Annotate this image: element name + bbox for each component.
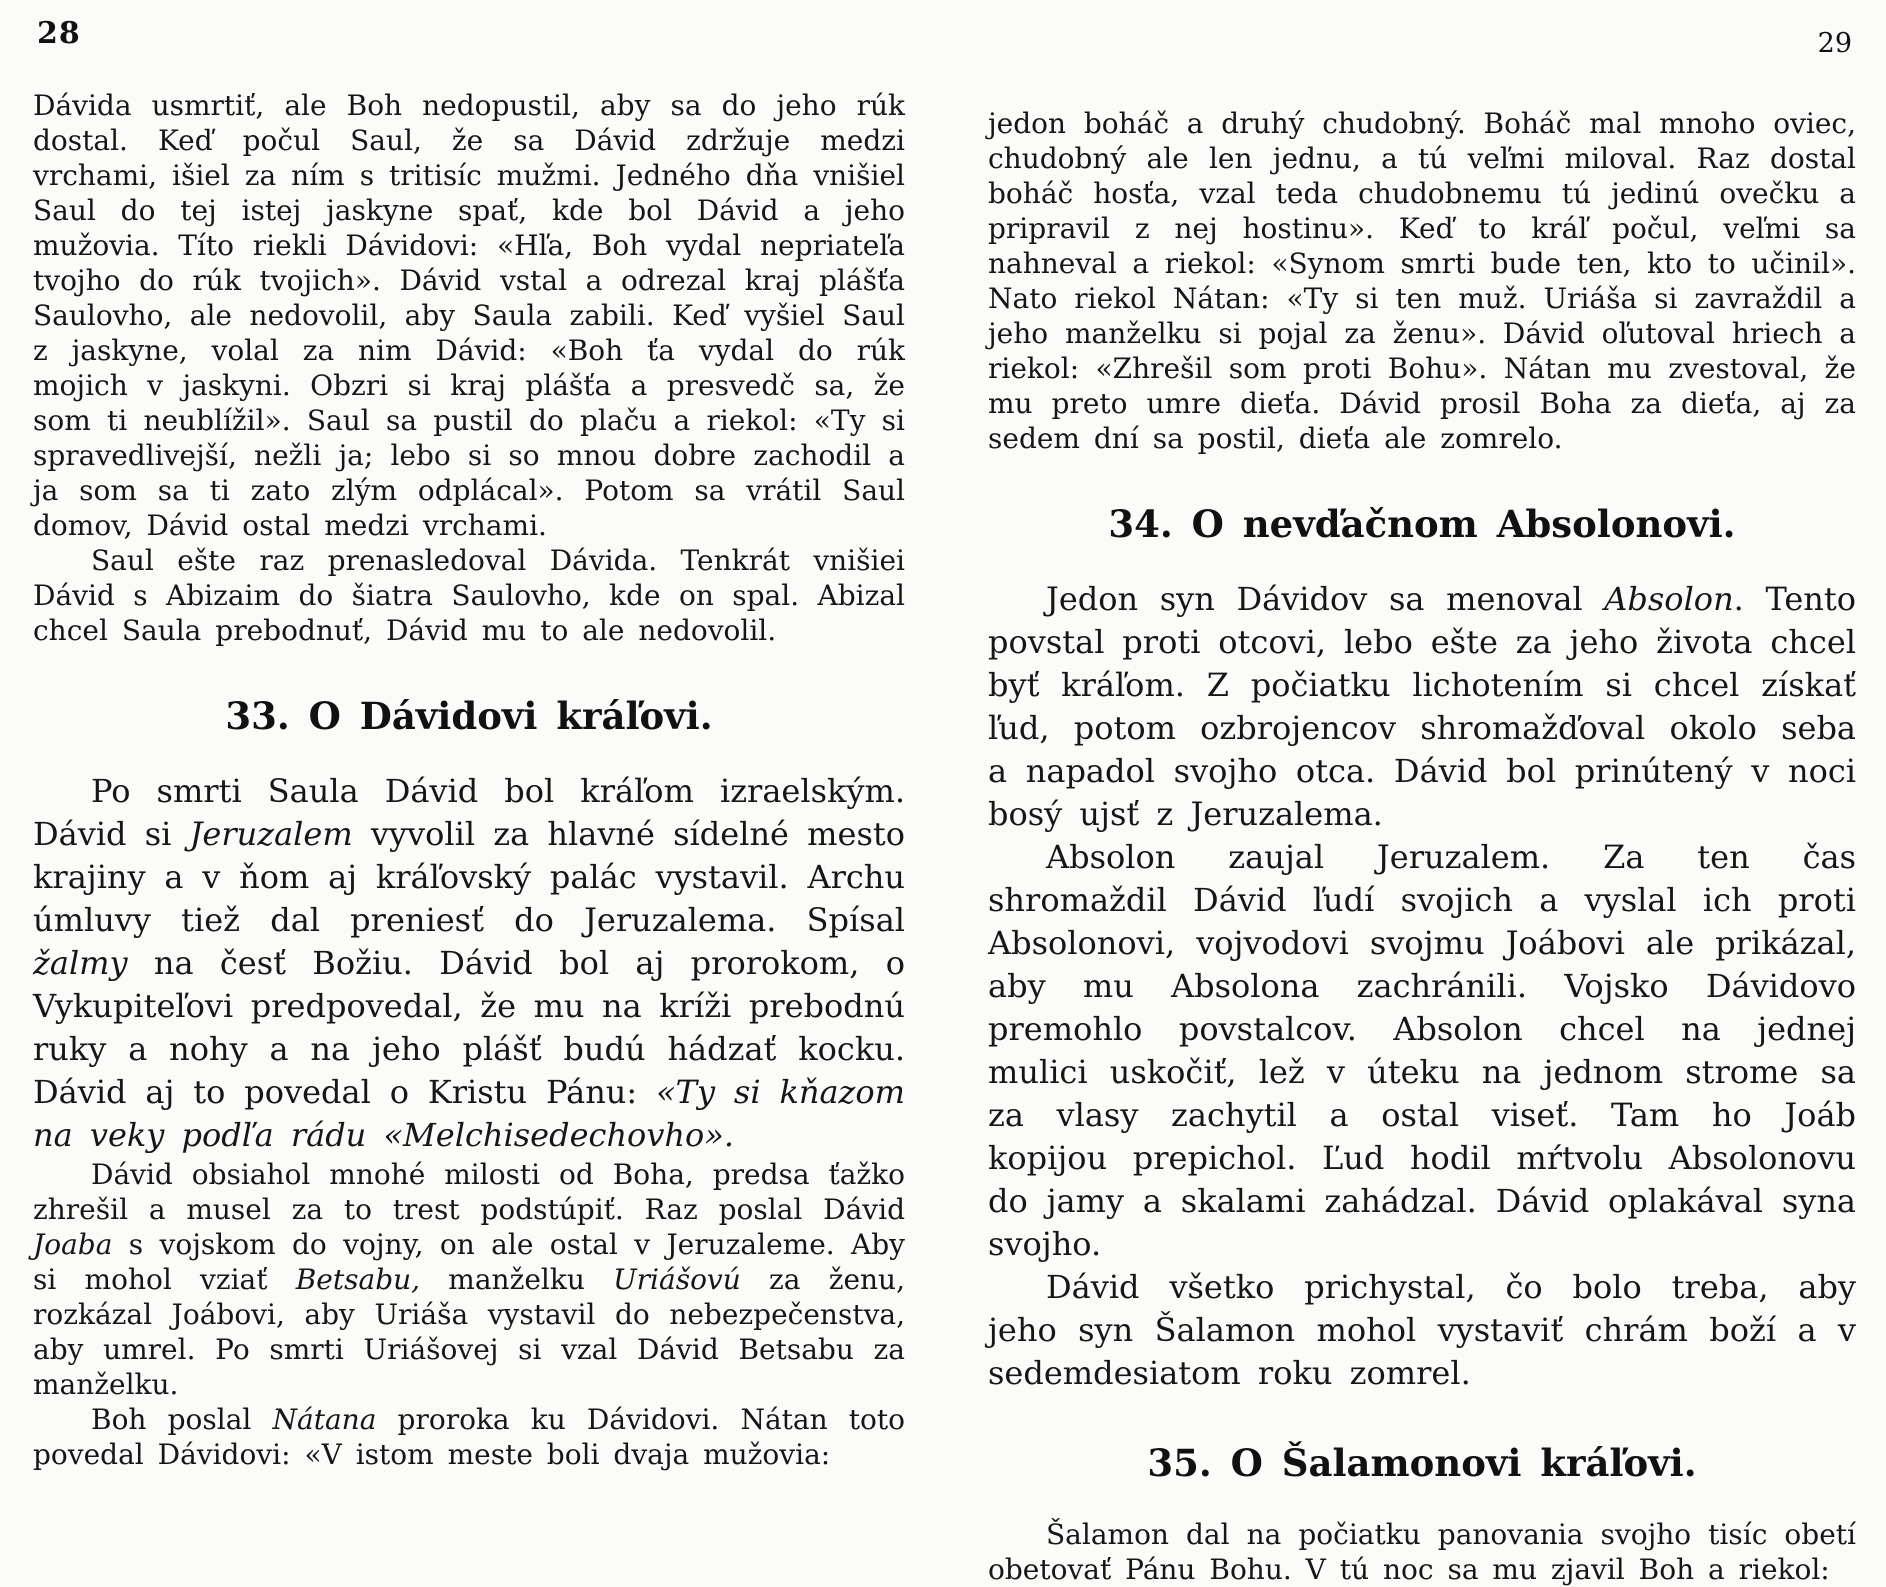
paragraph: [33, 543, 905, 648]
text-run: Boh poslal: [91, 1403, 273, 1436]
right-page: [988, 0, 1856, 1586]
text-run: Dávid všetko prichystal, čo bolo treba, aby jeho syn Šalamon mohol vystaviť chrám boží a v sedemdesiatom roku zomrel.: [988, 1268, 1856, 1392]
left-page: [33, 0, 905, 1500]
italic-text-run: Uriášovú: [613, 1263, 741, 1296]
text-run: manželku: [420, 1263, 614, 1296]
italic-text-run: žalmy: [33, 944, 128, 982]
paragraph: [33, 770, 905, 1157]
page-number: 29: [1817, 28, 1852, 59]
italic-text-run: «Ty si kňazom na veky podľa rádu «Melchisedechovho».: [33, 1073, 906, 1154]
section-heading: 33. O Dávidovi kráľovi.: [225, 694, 713, 738]
text-run: za ženu, rozkázal Joábovi, aby Uriáša vystavil do nebezpečenstva, aby umrel. Po smrti Uriášovej si vzal Dávid Betsabu za manželku.: [33, 1263, 905, 1401]
paragraph: [988, 836, 1856, 1266]
text-run: Dávida usmrtiť, ale Boh nedopustil, aby sa do jeho rúk dostal. Keď počul Saul, že sa Dávid zdržuje medzi vrchami, išiel za ním s tritisíc mužmi. Jedného dňa vnišiel Saul do tej istej jaskyne spať, kde bol Dávid a jeho mužovia. Títo riekli Dávidovi: «Hľa, Boh vydal nepriateľa tvojho do rúk tvojich». Dávid vstal a odrezal kraj plášťa Saulovho, ale nedovolil, aby Saula zabili. Keď vyšiel Saul z jaskyne, volal za nim Dávid: «Boh ťa vydal do rúk mojich v jaskyni. Obzri si kraj plášťa a presvedč sa, že som ti neublížil». Saul sa pustil do plaču a riekol: «Ty si spravedlivejší, nežli ja; lebo si so mnou dobre zachodil a ja som sa ti zato zlým odplácal». Potom sa vrátil Saul domov, Dávid ostal medzi vrchami.: [33, 89, 905, 542]
text-run: . Tento povstal proti otcovi, lebo ešte za jeho života chcel byť kráľom. Z počiatku lichotením si chcel získať ľud, potom ozbrojencov shromažďoval okolo seba a napadol svojho otca. Dávid bol prinútený v noci bosý ujsť z Jeruzalema.: [988, 580, 1856, 833]
italic-text-run: Nátana: [272, 1403, 377, 1436]
text-run: s vojskom do vojny, on ale ostal v Jeruzaleme. Aby si mohol vziať: [33, 1228, 905, 1296]
italic-text-run: Betsabu,: [295, 1263, 421, 1296]
text-run: Dávid obsiahol mnohé milosti od Boha, predsa ťažko zhrešil a musel za to trest podstúpiť. Raz poslal Dávid: [33, 1158, 905, 1226]
text-run: Šalamon dal na počiatku panovania svojho tisíc obetí obetovať Pánu Bohu. V tú noc sa mu zjavil Boh a riekol:: [988, 1518, 1856, 1586]
page-body: [988, 106, 1856, 1586]
italic-text-run: Jeruzalem: [189, 815, 353, 853]
section-heading: 35. O Šalamonovi kráľovi.: [1147, 1441, 1697, 1485]
section-heading: 34. O nevďačnom Absolonovi.: [1108, 502, 1736, 546]
italic-text-run: Joaba: [33, 1228, 113, 1261]
text-run: na česť Božiu. Dávid bol aj prorokom, o Vykupiteľovi predpovedal, že mu na kríži prebodnú ruky a nohy a na jeho plášť budú hádzať kocku. Dávid aj to povedal o Kristu Pánu:: [33, 944, 905, 1111]
text-run: Po smrti Saula Dávid bol kráľom izraelským. Dávid si: [33, 772, 905, 853]
paragraph: [33, 1157, 905, 1402]
page-body: [33, 88, 905, 1493]
text-run: Saul ešte raz prenasledoval Dávida. Tenkrát vnišiei Dávid s Abizaim do šiatra Saulovho, kde on spal. Abizal chcel Saula prebodnuť, Dávid mu to ale nedovolil.: [33, 544, 905, 647]
paragraph: [988, 1517, 1856, 1587]
italic-text-run: Absolon: [1604, 580, 1734, 618]
paragraph: [988, 106, 1856, 456]
paragraph: [988, 578, 1856, 836]
text-run: Jedon syn Dávidov sa menoval: [1046, 580, 1605, 618]
text-run: Absolon zaujal Jeruzalem. Za ten čas shromaždil Dávid ľudí svojich a vyslal ich proti Absolonovi, vojvodovi svojmu Joábovi ale prikázal, aby mu Absolona zachránili. Vojsko Dávidovo premohlo povstalcov. Absolon chcel na jednej mulici uskočiť, lež v úteku na jednom strome sa za vlasy zachytil a ostal viseť. Tam ho Joáb kopijou prepichol. Ľud hodil mŕtvolu Absolonovu do jamy a skalami zahádzal. Dávid oplakával syna svojho.: [988, 838, 1856, 1263]
paragraph: [988, 1266, 1856, 1395]
text-run: vyvolil za hlavné sídelné mesto krajiny a v ňom aj kráľovský palác vystavil. Archu úmluvy tiež dal preniesť do Jeruzalema. Spísal: [33, 815, 905, 939]
paragraph: [33, 1402, 905, 1472]
text-run: jedon boháč a druhý chudobný. Boháč mal mnoho oviec, chudobný ale len jednu, a tú veľmi miloval. Raz dostal boháč hosťa, vzal teda chudobnemu tú jedinú ovečku a pripravil z nej hostinu». Keď to kráľ počul, veľmi sa nahneval a riekol: «Synom smrti bude ten, kto to učinil». Nato riekol Nátan: «Ty si ten muž. Uriáša si zavraždil a jeho manželku si pojal za ženu». Dávid oľutoval hriech a riekol: «Zhrešil som proti Bohu». Nátan mu zvestoval, že mu preto umre dieťa. Dávid prosil Boha za dieťa, aj za sedem dní sa postil, dieťa ale zomrelo.: [988, 107, 1856, 455]
page-number: 28: [37, 16, 81, 51]
paragraph: [33, 88, 905, 543]
text-run: proroka ku Dávidovi. Nátan toto povedal Dávidovi: «V istom meste boli dvaja mužovia:: [33, 1403, 905, 1471]
